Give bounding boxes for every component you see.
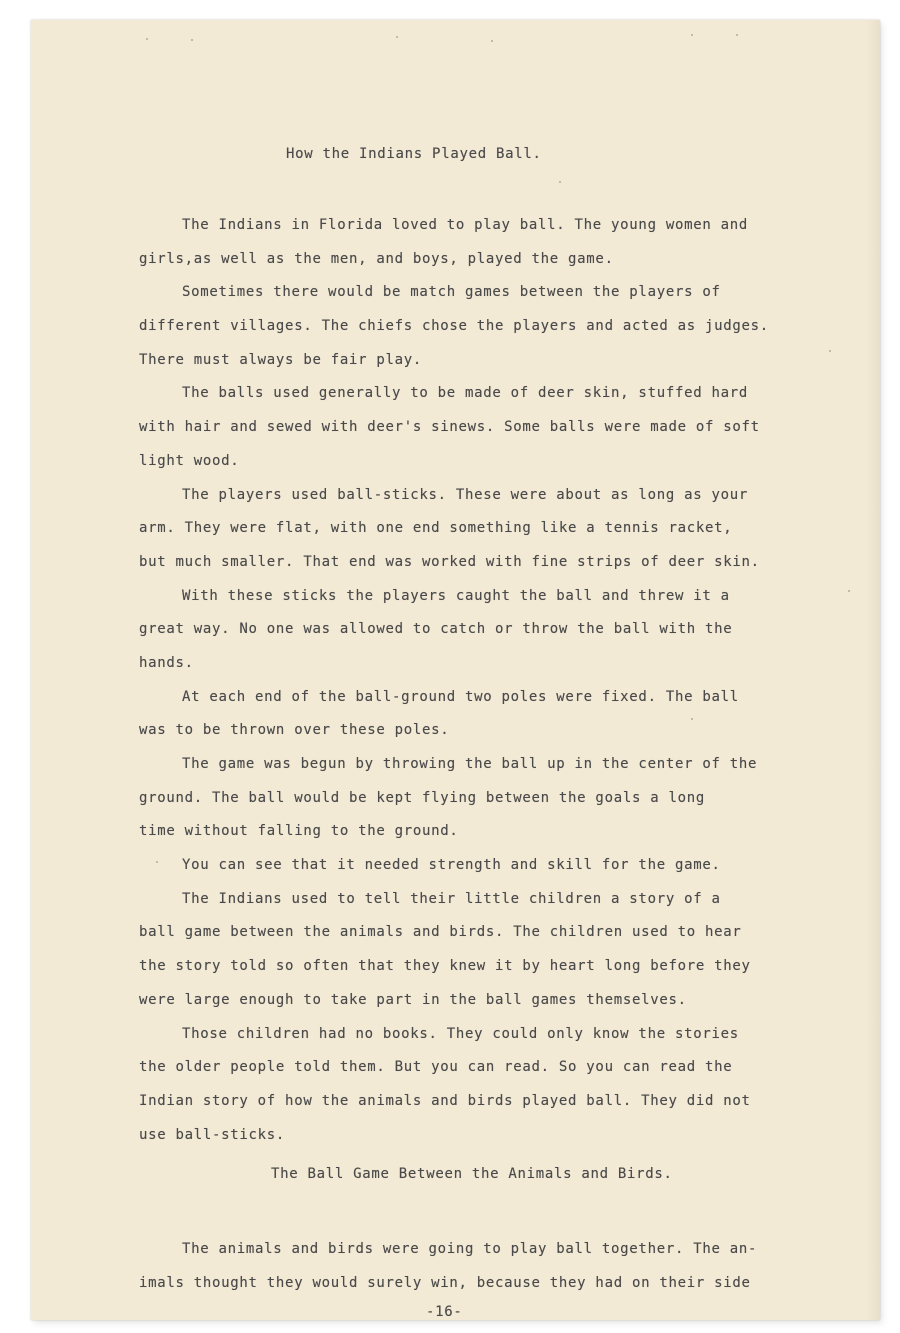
- paper-speck: [491, 40, 493, 42]
- text-line: ball game between the animals and birds. The children used to hear: [139, 924, 742, 941]
- text-line: The balls used generally to be made of deer skin, stuffed hard: [182, 385, 748, 402]
- text-line: the story told so often that they knew it by heart long before they: [139, 958, 751, 975]
- page-number: -16-: [426, 1304, 463, 1320]
- text-line: The Indians in Florida loved to play ball. The young women and: [182, 217, 748, 233]
- text-line: The Indians used to tell their little children a story of a: [182, 890, 721, 907]
- text-line: Indian story of how the animals and birds played ball. They did not: [139, 1092, 751, 1109]
- text-line: arm. They were flat, with one end something like a tennis racket,: [139, 520, 733, 537]
- text-line: Sometimes there would be match games between the players of: [182, 284, 721, 301]
- text-line: Those children had no books. They could only know the stories: [182, 1025, 739, 1042]
- body-text: [139, 209, 839, 1152]
- text-line: time without falling to the ground.: [139, 823, 459, 840]
- paper-speck: [559, 181, 561, 183]
- text-line: different villages. The chiefs chose the players and acted as judges.: [139, 318, 769, 335]
- text-line: You can see that it needed strength and skill for the game.: [182, 857, 721, 874]
- paper-speck: [396, 36, 398, 38]
- body-text-continued: [139, 1233, 839, 1300]
- paper-speck: [848, 590, 850, 592]
- paper-speck: [191, 39, 193, 41]
- text-line: with hair and sewed with deer's sinews. Some balls were made of soft: [139, 419, 760, 436]
- paper-speck: [829, 350, 831, 352]
- section-subtitle: The Ball Game Between the Animals and Birds.: [271, 1166, 673, 1182]
- text-line: The players used ball-sticks. These were about as long as your: [182, 486, 748, 503]
- paper-speck: [736, 34, 738, 36]
- text-line: imals thought they would surely win, because they had on their side: [139, 1274, 751, 1291]
- text-line: use ball-sticks.: [139, 1126, 286, 1143]
- text-line: The game was begun by throwing the ball up in the center of the: [182, 756, 758, 772]
- text-line: hands.: [139, 654, 194, 671]
- text-line: the older people told them. But you can read. So you can read the: [139, 1059, 733, 1076]
- text-line: were large enough to take part in the ball games themselves.: [139, 991, 687, 1008]
- paper-speck: [691, 34, 693, 36]
- text-line: great way. No one was allowed to catch or throw the ball with the: [139, 621, 733, 638]
- paper-speck: [691, 718, 693, 720]
- paper-speck: [146, 38, 148, 40]
- text-line: The animals and birds were going to play ball together. The an-: [182, 1241, 758, 1257]
- text-line: girls,as well as the men, and boys, played the game.: [139, 250, 614, 267]
- text-line: With these sticks the players caught the ball and threw it a: [182, 587, 730, 604]
- text-line: but much smaller. That end was worked with fine strips of deer skin.: [139, 553, 760, 570]
- text-line: light wood.: [139, 452, 240, 469]
- text-line: was to be thrown over these poles.: [139, 722, 450, 739]
- page-title: How the Indians Played Ball.: [286, 146, 542, 162]
- text-line: There must always be fair play.: [139, 351, 422, 368]
- text-line: ground. The ball would be kept flying between the goals a long: [139, 789, 705, 806]
- document-page: [31, 20, 880, 1320]
- text-line: At each end of the ball-ground two poles were fixed. The ball: [182, 688, 739, 705]
- paper-speck: [156, 861, 158, 863]
